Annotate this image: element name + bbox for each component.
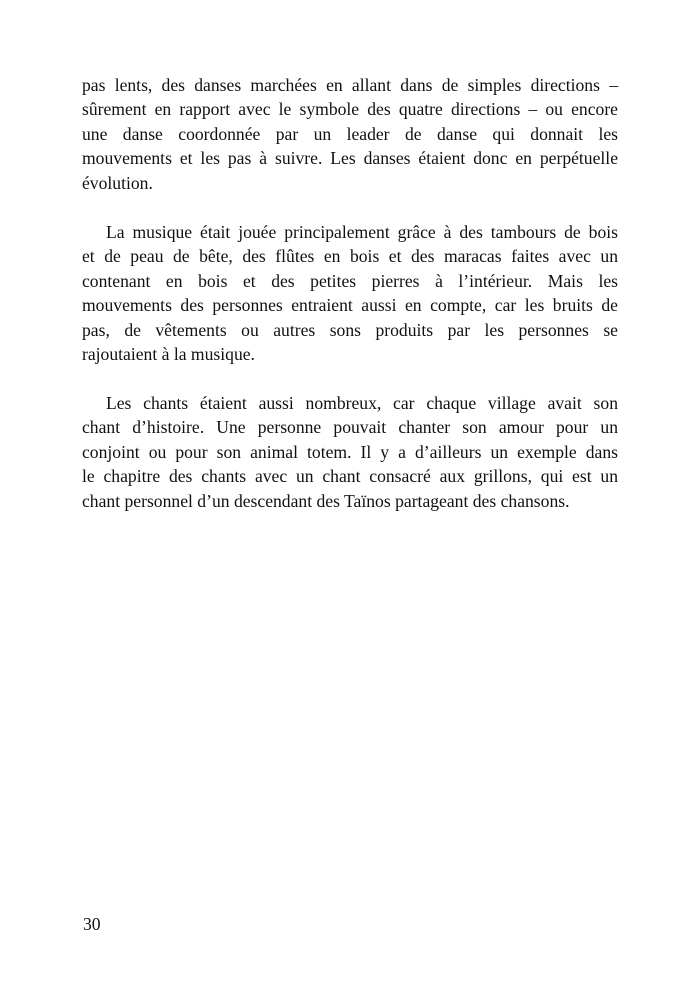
paragraph-dances	[82, 73, 618, 195]
text-line: conjoint ou pour son animal totem. Il y a d’ailleurs un exemple dans	[82, 441, 618, 462]
text-line: sûrement en rapport avec le symbole des quatre directions – ou encore	[82, 99, 618, 120]
text-line: évolution.	[82, 172, 153, 193]
text-line: une danse coordonnée par un leader de danse qui donnait les	[82, 123, 618, 144]
text-line: chant d’histoire. Une personne pouvait chanter son amour pour un	[82, 417, 618, 438]
text-line: chant personnel d’un descendant des Taïnos partageant des chansons.	[82, 490, 570, 511]
paragraph-music	[82, 220, 618, 366]
text-line: La musique était jouée principalement grâce à des tambours de bois	[106, 222, 618, 242]
text-line: pas lents, des danses marchées en allant dans de simples directions –	[82, 75, 618, 95]
text-line: rajoutaient à la musique.	[82, 343, 255, 364]
text-line: mouvements et les pas à suivre. Les danses étaient donc en perpétuelle	[82, 148, 618, 169]
text-line: et de peau de bête, des flûtes en bois et des maracas faites avec un	[82, 246, 618, 267]
page-number: 30	[83, 914, 101, 934]
paragraph-songs	[82, 391, 618, 513]
text-line: mouvements des personnes entraient aussi en compte, car les bruits de	[82, 295, 618, 316]
text-line: contenant en bois et des petites pierres à l’intérieur. Mais les	[82, 270, 618, 291]
text-line: le chapitre des chants avec un chant consacré aux grillons, qui est un	[82, 466, 618, 487]
text-line: pas, de vêtements ou autres sons produits par les personnes se	[82, 319, 618, 340]
text-line: Les chants étaient aussi nombreux, car chaque village avait son	[106, 393, 618, 413]
